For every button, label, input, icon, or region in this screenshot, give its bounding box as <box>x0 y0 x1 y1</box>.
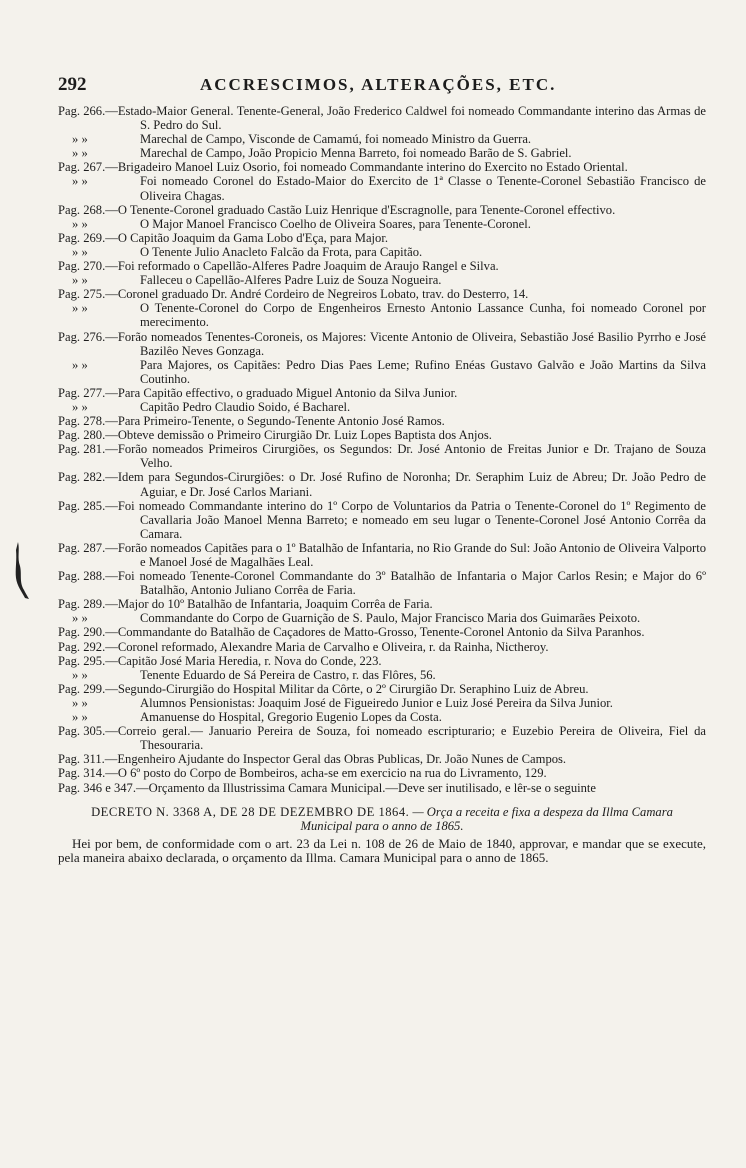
entry-ref: » » <box>72 273 88 288</box>
entry <box>58 414 706 428</box>
entry <box>58 428 706 442</box>
entry-ref: Pag. 290.— <box>58 625 118 640</box>
entry-ref: Pag. 269.— <box>58 230 118 245</box>
entry-text: Idem para Segundos-Cirurgiões: o Dr. José Rufino de Noronha; Dr. Seraphim Luiz de Abreu; Dr. João Pedro de Aguiar, e Dr. José Carlos Mariani. <box>117 470 706 499</box>
entry <box>58 766 706 780</box>
entry-ref: » » <box>72 244 88 259</box>
page-number: 292 <box>58 74 87 95</box>
entry <box>58 203 706 217</box>
entry-ref: Pag. 280.— <box>58 428 118 443</box>
entry-ref: » » <box>72 399 88 414</box>
entry-text: Capitão Pedro Claudio Soido, é Bacharel. <box>140 399 351 414</box>
entry-ref: Pag. 270.— <box>58 259 118 274</box>
entry <box>58 625 706 639</box>
entry-ref: » » <box>72 695 88 710</box>
entry <box>58 400 706 414</box>
entry-ref: Pag. 275.— <box>58 287 118 302</box>
entry-text: O 6º posto do Corpo de Bombeiros, acha-se em exercicio na rua do Livramento, 129. <box>117 766 547 781</box>
entry <box>58 301 706 329</box>
entry <box>58 597 706 611</box>
entry-text: Major do 10º Batalhão de Infantaria, Joaquim Corrêa de Faria. <box>117 597 433 612</box>
entry <box>58 640 706 654</box>
entry-text: O Major Manoel Francisco Coelho de Oliveira Soares, para Tenente-Coronel. <box>140 216 531 231</box>
decree-number: DECRETO N. 3368 A, DE 28 DE DEZEMBRO DE 1864. <box>91 804 410 819</box>
entry-ref: Pag. 268.— <box>58 202 118 217</box>
entry-text: Foi reformado o Capellão-Alferes Padre Joaquim de Araujo Rangel e Silva. <box>117 259 499 274</box>
decree-heading <box>58 805 706 833</box>
entry-text: Brigadeiro Manoel Luiz Osorio, foi nomeado Commandante interino do Exercito no Estado Oriental. <box>117 160 628 175</box>
decree-title: — Orça a receita e fixa a despeza da Illma Camara Municipal para o anno de 1865. <box>300 804 673 833</box>
document-page <box>58 70 706 865</box>
entry-ref: » » <box>72 216 88 231</box>
entry-text: O Tenente-Coronel graduado Castão Luiz Henrique d'Escragnolle, para Tenente-Coronel effectivo. <box>117 202 616 217</box>
entry <box>58 696 706 710</box>
entry <box>58 470 706 498</box>
entry-text: Para Majores, os Capitães: Pedro Dias Paes Leme; Rufino Enéas Gustavo Galvão e João Martins da Silva Coutinho. <box>140 357 706 386</box>
entry <box>58 442 706 470</box>
entry <box>58 358 706 386</box>
entry <box>58 174 706 202</box>
entry-text: Engenheiro Ajudante do Inspector Geral das Obras Publicas, Dr. João Nunes de Campos. <box>117 752 567 767</box>
entry <box>58 654 706 668</box>
entry-text: Commandante do Corpo de Guarnição de S. Paulo, Major Francisco Maria dos Guimarães Peixoto. <box>140 611 641 626</box>
entry-ref: » » <box>72 357 88 372</box>
entry-ref: Pag. 278.— <box>58 414 118 429</box>
entry <box>58 273 706 287</box>
entry-text: Para Primeiro-Tenente, o Segundo-Tenente Antonio José Ramos. <box>117 414 445 429</box>
entry-ref: Pag. 295.— <box>58 653 118 668</box>
entry-ref: Pag. 266.— <box>58 104 118 118</box>
entry-text: Correio geral.— Januario Pereira de Souza, foi nomeado escripturario; e Euzebio Pereira de Oliveira, Fiel da Thesouraria. <box>117 724 706 753</box>
entry-ref: » » <box>72 301 88 316</box>
entry-ref: Pag. 346 e 347.— <box>58 780 149 795</box>
entry <box>58 160 706 174</box>
entry-text: Marechal de Campo, Visconde de Camamú, foi nomeado Ministro da Guerra. <box>140 132 532 147</box>
entry-ref: » » <box>72 146 88 161</box>
entry <box>58 611 706 625</box>
entry-text: Commandante do Batalhão de Caçadores de Matto-Grosso, Tenente-Coronel Antonio da Silva Paranhos. <box>117 625 645 640</box>
entry <box>58 217 706 231</box>
entry-text: Falleceu o Capellão-Alferes Padre Luiz de Souza Nogueira. <box>140 273 442 288</box>
entry-text: Coronel graduado Dr. André Cordeiro de Negreiros Lobato, trav. do Desterro, 14. <box>117 287 529 302</box>
entry-text: Amanuense do Hospital, Gregorio Eugenio Lopes da Costa. <box>140 710 442 725</box>
entry-ref: Pag. 281.— <box>58 442 118 457</box>
entry-text: Coronel reformado, Alexandre Maria de Carvalho e Oliveira, r. da Rainha, Nictheroy. <box>117 639 549 654</box>
entry-ref: » » <box>72 611 88 626</box>
entry <box>58 146 706 160</box>
entry-ref: Pag. 305.— <box>58 724 118 739</box>
entry-ref: » » <box>72 132 88 147</box>
entry <box>58 104 706 132</box>
entry-ref: Pag. 282.— <box>58 470 118 485</box>
entry <box>58 245 706 259</box>
entry <box>58 499 706 541</box>
entry-ref: Pag. 267.— <box>58 160 118 175</box>
entry <box>58 752 706 766</box>
entry-ref: Pag. 289.— <box>58 597 118 612</box>
entry <box>58 231 706 245</box>
entry <box>58 259 706 273</box>
entry <box>58 668 706 682</box>
entry <box>58 386 706 400</box>
entry-text: Forão nomeados Capitães para o 1º Batalhão de Infantaria, no Rio Grande do Sul: João Antonio de Oliveira Valporto e Manoel José de Magalhães Leal. <box>117 540 706 569</box>
entry-ref: Pag. 292.— <box>58 639 118 654</box>
entry-text: Foi nomeado Commandante interino do 1º Corpo de Voluntarios da Patria o Tenente-Coronel do 1º Regimento de Cavallaria João Manoel Menna Barreto; e nomeado em seu lugar o Tenente-Coronel José Antonio Corrêa da Camara. <box>117 498 706 541</box>
entry <box>58 724 706 752</box>
entry-text: Orçamento da Illustrissima Camara Municipal.—Deve ser inutilisado, e lêr-se o seguinte <box>148 780 597 795</box>
entry-ref: » » <box>72 667 88 682</box>
entry-text: O Capitão Joaquim da Gama Lobo d'Eça, para Major. <box>117 230 388 245</box>
entry <box>58 781 706 795</box>
entry <box>58 710 706 724</box>
entry <box>58 569 706 597</box>
ink-mark <box>8 540 30 600</box>
entry-text: Marechal de Campo, João Propicio Menna Barreto, foi nomeado Barão de S. Gabriel. <box>140 146 572 161</box>
entry-ref: Pag. 285.— <box>58 498 118 513</box>
entry-text: Para Capitão effectivo, o graduado Miguel Antonio da Silva Junior. <box>117 385 458 400</box>
entry-text: Tenente Eduardo de Sá Pereira de Castro, r. das Flôres, 56. <box>140 667 436 682</box>
entries-list <box>58 104 706 795</box>
entry-text: Estado-Maior General. Tenente-General, João Frederico Caldwel foi nomeado Commandante interino das Armas de S. Pedro do Sul. <box>117 104 706 133</box>
entry-ref: Pag. 314.— <box>58 766 118 781</box>
entry-ref: Pag. 288.— <box>58 569 118 584</box>
entry-text: Foi nomeado Tenente-Coronel Commandante do 3º Batalhão de Infantaria o Major Carlos Resin; e Major do 6º Batalhão, Antonio Juliano Corrêa de Faria. <box>117 569 706 598</box>
entry-ref: » » <box>72 174 88 189</box>
entry-text: Alumnos Pensionistas: Joaquim José de Figueiredo Junior e Luiz José Pereira da Silva Junior. <box>140 695 613 710</box>
entry <box>58 287 706 301</box>
entry-text: Forão nomeados Primeiros Cirurgiões, os Segundos: Dr. José Antonio de Freitas Junior e Dr. Trajano de Souza Velho. <box>117 442 706 471</box>
entry-text: O Tenente Julio Anacleto Falcão da Frota, para Capitão. <box>140 244 423 259</box>
entry-ref: Pag. 287.— <box>58 540 118 555</box>
entry-text: Foi nomeado Coronel do Estado-Maior do Exercito de 1ª Classe o Tenente-Coronel Sebastião Francisco de Oliveira Chagas. <box>140 174 706 203</box>
entry-text: Segundo-Cirurgião do Hospital Militar da Côrte, o 2º Cirurgião Dr. Seraphino Luiz de Abreu. <box>117 681 589 696</box>
entry-ref: Pag. 311.— <box>58 752 118 767</box>
entry-text: O Tenente-Coronel do Corpo de Engenheiros Ernesto Antonio Lassance Cunha, foi nomeado Coronel por merecimento. <box>140 301 706 330</box>
entry-text: Capitão José Maria Heredia, r. Nova do Conde, 223. <box>117 653 382 668</box>
entry <box>58 330 706 358</box>
decree-body: Hei por bem, de conformidade com o art. 23 da Lei n. 108 de 26 de Maio de 1840, approvar, e mandar que se execute, pela maneira abaixo declarada, o orçamento da Illma. Camara Municipal para o anno de 1865. <box>58 835 706 865</box>
entry <box>58 132 706 146</box>
entry-ref: Pag. 277.— <box>58 385 118 400</box>
running-title: ACCRESCIMOS, ALTERAÇÕES, ETC. <box>200 75 557 94</box>
entry-ref: Pag. 299.— <box>58 681 118 696</box>
entry <box>58 682 706 696</box>
entry <box>58 541 706 569</box>
entry-text: Forão nomeados Tenentes-Coroneis, os Majores: Vicente Antonio de Oliveira, Sebastião José Basilio Pyrrho e José Bazilêo Neves Gonzaga. <box>117 329 706 358</box>
entry-text: Obteve demissão o Primeiro Cirurgião Dr. Luiz Lopes Baptista dos Anjos. <box>117 428 492 443</box>
page-header <box>58 70 706 104</box>
entry-ref: Pag. 276.— <box>58 329 118 344</box>
entry-ref: » » <box>72 710 88 725</box>
